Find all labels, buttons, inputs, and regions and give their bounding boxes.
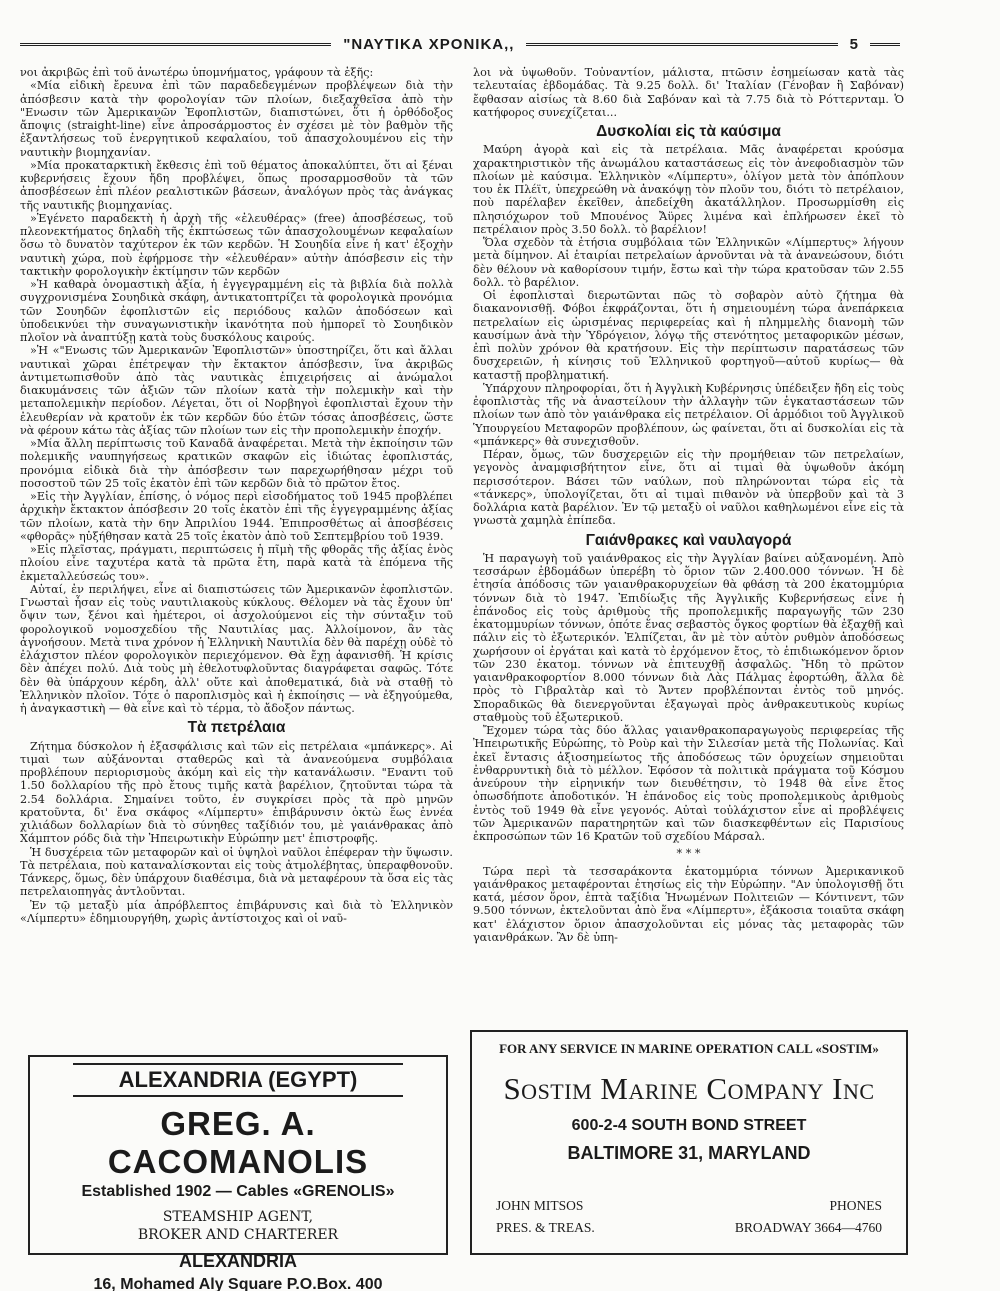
ad-contact-title: PRES. & TREAS. bbox=[496, 1220, 595, 1235]
ad-city: BALTIMORE 31, MARYLAND bbox=[567, 1143, 811, 1163]
ad-company-name: GREG. A. CACOMANOLIS bbox=[107, 1105, 369, 1180]
article-paragraph: »Εἰς πλεῖστας, πράγματι, περιπτώσεις ἡ πῖμὴ τῆς φθορᾶς τῆς ἀξίας ἑνὸς πλοίου εἶνε ταχυτέρα κατὰ τὰ πρῶτα ἔτη, παρὰ κατὰ τὰ ἑπόμενα τῆς ἐκμεταλλεύσεώς του». bbox=[20, 543, 453, 583]
left-column bbox=[20, 66, 453, 1038]
article-paragraph: Ζήτημα δύσκολον ἡ ἐξασφάλισις καὶ τῶν εἰς πετρέλαια «μπάνκερς». Αἱ τιμαὶ των αὐξάνονται σταθερῶς καὶ τὰ ἀνανεούμενα συμβόλαια προβλέπουν περιορισμοὺς ἀκόμη καὶ εἰς τὴν κατανάλωσιν. "Εναντι τοῦ 1.50 δολλαρίου τῆς πρὸ ἔτους τιμῆς κατὰ βαρέλιον, ζητοῦνται τώρα τὰ 2.54 δολλάρια. Σημαίνει τοῦτο, ἐν συγκρίσει πρὸς τὰ πρὸ μηνῶν κρατοῦντα, δι' ἕνα σκάφος «Λίμπερτυ» ἐπιβάρυνσιν ὀκτὼ ἕως ἐννέα χιλιάδων δολλαρίων διὰ τὸ σύνηθες ταξίδιόν του, μὲ γαιάνθρακας ἀπὸ Χάμπτον ρόδς διὰ τὴν Ἠπειρωτικὴν Εὐρώπην μετ' ἐπιστροφῆς. bbox=[20, 739, 453, 846]
ad-phones-value: BROADWAY 3664—4760 bbox=[734, 1220, 882, 1235]
ad-city: ALEXANDRIA bbox=[178, 1251, 297, 1271]
article-paragraph: »Ἐγένετο παραδεκτὴ ἡ ἀρχὴ τῆς «ἐλευθέρας» (free) ἀποσβέσεως, τοῦ πλεονεκτήματος δηλαδὴ τῆς ἐκπτώσεως τῶν ἀπασχολουμένων κεφαλαίων ὅσω τὸ δυνατὸν ταχύτερον ἐκ τῶν κερδῶν. Ἡ Σουηδία εἶνε ἡ κατ' ἐξοχὴν ναυτικὴ χώρα, ποὺ ἐφήρμοσε τὴν «ἐλευθέραν» αὐτὴν ἀπόσβεσιν εἰς τὴν τακτικὴν φορολογικὴν ἐκτίμησιν τῶν κερδῶν bbox=[20, 211, 453, 278]
article-paragraph: νοι ἀκριβῶς ἐπὶ τοῦ ἀνωτέρω ὑπομνήματος, γράφουν τὰ ἑξῆς: bbox=[20, 66, 374, 79]
article-paragraph: Ἡ παραγωγὴ τοῦ γαιάνθρακος εἰς τὴν Ἀγγλίαν βαίνει αὐξανομένη. Ἀπὸ τεσσάρων ἑβδομάδων ὑπερέβη τὸ ὅριον τῶν 2.400.000 τόννων. Ἡ δὲ ἐτησία ἀπόδοσις τῶν γαιανθρακορυχείων θὰ φθάσῃ τὰ 200 ἑκατομμύρια τόννων διὰ τὸ 1947. Ἐπιδίωξις τῆς Ἀγγλικῆς Κυβερνήσεως εἶνε ἡ ἐπάνοδος εἰς τοὺς ἀριθμοὺς τῆς προπολεμικῆς παραγωγῆς τῶν 230 ἑκατομμυρίων τόννων, ὁπότε ἕνας σεβαστὸς ὄγκος φορτίων θὰ ἐξαχθῇ καὶ πάλιν εἰς τὸ ἐξωτερικόν. Ἐλπίζεται, ἂν μὲ τὸν αὐτὸν ρυθμὸν ἀποδόσεως χωρήσουν οἱ ἐργάται καὶ κατὰ τὸ ἐρχόμενον ἔτος, τὸ ἐπιδιωκόμενον ὅριον τῶν 230 ἑκατομ. τόννων νὰ ἐπιτευχθῇ ἀσφαλῶς. Ἤδη τὸ πρῶτον γαιανθρακοφορτίον 8.000 τόννων διὰ Λὰς Πάλμας ἐφορτώθη, ἄλλα δὲ πρὸς τὸ Γιβραλτὰρ καὶ τὸ Ἄντεν προβλέπονται ἐντὸς τοῦ μηνός. Σποραδικῶς θὰ διενεργοῦνται ἐξαγωγαὶ πρὸς ἀνθρακευτικοὺς κυρίως σταθμοὺς τοῦ ἐξωτερικοῦ. bbox=[473, 551, 904, 724]
page-number: 5 bbox=[849, 35, 859, 53]
article-paragraph: Πέραν, ὅμως, τῶν δυσχερειῶν εἰς τὴν προμήθειαν τῶν πετρελαίων, γεγονὸς ἀναμφισβήτητον εἶνε, ὅτι αἱ τιμαὶ θὰ ὑψωθοῦν ἀκόμη περισσότερον. Βάσει τῶν ναύλων, ποὺ πληρώνονται τώρα εἰς τὰ «τάνκερς», ὑπολογίζεται, ὅτι αἱ τιμαὶ πιθανὸν νὰ ὑπερβοῦν καὶ τὰ 3 δολλάρια κατὰ βαρέλιον. Ἐν τῷ μεταξὺ οἱ ναῦλοι καθηλωμένοι εἶνε εἰς τὰ γνωστὰ χαμηλὰ ἐπίπεδα. bbox=[473, 448, 904, 528]
ad-contacts bbox=[496, 1195, 882, 1239]
section-separator: * * * bbox=[676, 847, 701, 861]
section-heading-fuel: Δυσκολίαι εἰς τὰ καύσιμα bbox=[596, 123, 781, 140]
article-paragraph: «Μία εἰδικὴ ἔρευνα ἐπὶ τῶν παραδεδεγμένων προβλέψεων διὰ τὴν ἀπόσβεσιν κατὰ τὴν φορολογίαν τῶν πλοίων, διεξαχθεῖσα ἀπὸ τὴν "Ενωσιν τῶν Ἀμερικανῶν Ἐφοπλιστῶν, διαπιστώνει, ὅτι ἡ ὀρθόδοξος ἄποψις (straight-line) εἶνε ἀπροσάρμοστος ἐν σχέσει μὲ τὸν βαθμὸν τῆς ἐξαντλήσεως τοῦ ἐνεργητικοῦ κεφαλαίου, τοῦ ἀπασχολουμένου εἰς τὴν ναυτικὴν βιομηχανίαν. bbox=[20, 79, 453, 159]
article-paragraph: »Ἡ καθαρὰ ὀνομαστικὴ ἀξία, ἡ ἐγγεγραμμένη εἰς τὰ βιβλία διὰ πολλὰ συγχρονισμένα Σουηδικὰ σκάφη, ἀντικατοπτρίζει τὰ φορολογικὰ προνόμια τῶν Σουηδῶν ἐφοπλιστῶν εἰς περιόδους καλῶν ἀποδόσεων καὶ ὑποδεικνύει τὴν συναγωνιστικὴν ἱκανότητα ποὺ ἠμπορεῖ τὸ Σουηδικὸν πλοῖον νὰ ἀναπτύξῃ κατὰ τοὺς δυσκόλους καιρούς. bbox=[20, 278, 453, 344]
article-paragraph: λοι νὰ ὑψωθοῦν. Τοὐναντίον, μάλιστα, πτῶσιν ἐσημείωσαν κατὰ τὰς τελευταίας ἑβδομάδας. Τὰ 9.25 δολλ. δι' Ἰταλίαν (Γένοβαν ἢ Σαβόναν) ἔφθασαν αἰσίως τὰ 8.60 διὰ Σαβόναν καὶ τὰ 7.75 διὰ τὸ Ρόττερνταμ. Ὁ κατήφορος συνεχίζεται... bbox=[473, 66, 904, 119]
journal-title: "ΝΑΥΤΙΚΑ ΧΡΟΝΙΚΑ,, bbox=[343, 35, 515, 53]
article-paragraph: Αὐταί, ἐν περιλήψει, εἶνε αἱ διαπιστώσεις τῶν Ἀμερικανῶν ἐφοπλιστῶν. Γνωσταὶ ἦσαν εἰς τοὺς ναυτιλιακοὺς κύκλους. Θέλομεν νὰ τὰς ἔχουν ὑπ' ὄψιν των, ξένοι καὶ ἡμέτεροι, οἱ ἀσχολούμενοι εἰς τὴν σύνταξιν τοῦ φορολογικοῦ νομοσχεδίου τῆς Ναυτιλίας μας. Ἀλλοίμονον, ἂν τὰς ἀγνοήσουν. Μετὰ τινα χρόνον ἡ Ἑλληνικὴ Ναυτιλία δὲν θὰ παρέχῃ οὐδὲ τὸ ἐλάχιστον πλέον φορολογικὸν περιεχόμενον. Θὰ ἔχῃ ἀφανισθῆ. Ἡ κρίσις δὲν ἀπέχει πολύ. Διὰ τοὺς μὴ ἐθελοτυφλοῦντας διαγράφεται σαφῶς. Τότε δὲν θὰ ὑπάρχουν κέρδη, ἀλλ' οὔτε καὶ ἀποθεματικά, διὰ νὰ σταθῇ τὸ Ἑλληνικὸν πλοῖον. Τότε ὁ παροπλισμὸς καὶ ἡ ἐκποίησις — νὰ ἐξηγούμεθα, ἡ ἀναγκαστικὴ — θὰ εἶνε καὶ τὸ τέρμα, τὸ ἄδοξον πάντως. bbox=[20, 582, 453, 715]
ad-contact-name: JOHN MITSOS bbox=[496, 1198, 584, 1213]
ad-street: 600-2-4 SOUTH BOND STREET bbox=[571, 1117, 807, 1134]
section-heading-coal: Γαιάνθρακες καὶ ναυλαγορά bbox=[585, 531, 792, 549]
article-paragraph: Ἡ δυσχέρεια τῶν μεταφορῶν καὶ οἱ ὑψηλοὶ ναῦλοι ἐπέφεραν τὴν ὕψωσιν. Τὰ πετρέλαια, ποὺ καταναλίσκονται εἰς τοὺς ἀτμολέβητας, ὑπεραφθονοῦν. Τάνκερς, ὅμως, δὲν ὑπάρχουν διαθέσιμα, διὰ νὰ μεταφέρουν τὰ ὅσα εἰς τὰς πετρελαιοπηγὰς ἀντλοῦνται. bbox=[20, 845, 453, 899]
article-paragraph: Τώρα περὶ τὰ τεσσαράκοντα ἑκατομμύρια τόννων Ἀμερικανικοῦ γαιάνθρακος μεταφέρονται ἐτησίως εἰς τὴν Εὐρώπην. "Αν ὑπολογισθῇ ὅτι κατά, μέσον ὅρον, ἑπτὰ ταξίδια Ἡνωμένων Πολιτειῶν — Κόντινεντ, τῶν 9.500 τόννων, ἐκτελοῦνται ἀπὸ ἕνα «Λίμπερτυ», ἐξάκοσια τοιαῦτα σκάφη κατ' ἐλάχιστον ὅριον ἀπασχολοῦνται εἰς μόνας τὰς μεταφορὰς τῶν γαιανθράκων. Ἂν δὲ ὑπη- bbox=[473, 864, 904, 944]
article-paragraph: »Ἡ «"Ενωσις τῶν Ἀμερικανῶν Ἐφοπλιστῶν» ὑποστηρίζει, ὅτι καὶ ἄλλαι ναυτικαὶ χῶραι ἐπέτρεψαν τὴν ἔκτακτον ἀπόσβεσιν, ἵνα ἀκριβῶς ἀντιμετωπισθοῦν ἀπὸ τὰς ναυτικὰς ἐπιχειρήσεις αἱ ἀνώμαλοι διακυμάνσεις τῶν ἀξιῶν τῶν πλοίων κατὰ τὴν πολεμικὴν καὶ τὴν μεταπολεμικὴν περίοδον. Λέγεται, ὅτι οἱ Νορβηγοὶ ἐφοπλισταὶ ἔχουν τὴν ἐλευθερίαν νὰ κρατοῦν ἐκ τῶν κερδῶν δύο ἐτῶν τόσας ἀποσβέσεις, ὥστε νὰ φέρουν κάτω τὰς ἀξίας τῶν πλοίων των εἰς τὴν προπολεμικὴν ἐποχήν. bbox=[20, 344, 453, 437]
ad-phones-label: PHONES bbox=[829, 1198, 882, 1213]
ad-phone-block bbox=[735, 1195, 882, 1239]
article-paragraph: Οἱ ἐφοπλισταὶ διερωτῶνται πῶς τὸ σοβαρὸν αὐτὸ ζήτημα θὰ διακανονισθῇ. Φόβοι ἐκφράζονται, ὅτι ἡ σημειουμένη τώρα ἀνεπάρκεια πετρελαίων εἰς ὡρισμένας περιφερείας καὶ ἡ πλημμελὴς διανομὴ τῶν καυσίμων ἀνὰ τὴν Ὑδρόγειον, λόγῳ τῆς στενότητος μεταφορικῶν μέσων, ἐπὶ πολὺν χρόνον θὰ κρατήσουν. Εἰς τὴν περίπτωσιν παρατάσεως τῶν δυσχερειῶν, ἡ κίνησις τοῦ Ἑλληνικοῦ φορτηγοῦ—αὐτοῦ κυρίως— θὰ καταστῇ προβληματική. bbox=[473, 289, 904, 382]
section-heading-oil: Τὰ πετρέλαια bbox=[187, 719, 286, 737]
header-rule-right bbox=[870, 43, 900, 46]
article-paragraph: Ἔχομεν τώρα τὰς δύο ἄλλας γαιανθρακοπαραγωγοὺς περιφερείας τῆς Ἠπειρωτικῆς Εὐρώπης, τὸ Ροὺρ καὶ τὴν Σιλεσίαν μετὰ τῆς Πολωνίας. Καὶ ἐκεῖ ἔντασις ἀξιοσημείωτος τῆς ἀποδόσεως τῶν ὀρυχείων σημειοῦται ἐνθαρρυντικὴ διὰ τὸ μέλλον. Ἐφόσον τὰ πολιτικὰ πράγματα τοῦ Κόσμου ἀνεύρουν τὴν εἰρηνικήν των διευθέτησιν, τὸ 1948 θὰ εἶνε ἔτος ὁπωσδήποτε ἀποδοτικόν. Ἡ ἐπάνοδος εἰς τοὺς προπολεμικοὺς ἀριθμοὺς ἐντὸς τοῦ 1949 θὰ εἶνε γεγονός. Αὐταὶ τοὐλάχιστον εἶνε αἱ προβλέψεις τῶν Ἀμερικανῶν παρατηρητῶν καὶ τῶν διασκεφθέντων εἰς Παρισίους ἐκπροσώπων τῶν 16 Κρατῶν τοῦ σχεδίου Μάρσαλ. bbox=[473, 724, 904, 843]
ad-established-line: Established 1902 — Cables «GRENOLIS» bbox=[81, 1183, 395, 1200]
ad-role-line: BROKER AND CHARTERER bbox=[137, 1227, 339, 1243]
ad-call-line: FOR ANY SERVICE IN MARINE OPERATION CALL «SOSTIM» bbox=[499, 1041, 879, 1056]
article-paragraph: Μαύρη ἀγορὰ καὶ εἰς τὰ πετρέλαια. Μᾶς ἀναφέρεται κρούσμα χαρακτηριστικὸν τῆς ἀνωμάλου καταστάσεως εἰς τὸν ἀνεφοδιασμὸν τῶν πλοίων μὲ καύσιμα. Ἑλληνικὸν «Λίμπερτυ», ὀλίγον μετὰ τὸν ἀπόπλουν του ἐκ Πλέϊτ, ὑπεχρεώθη νὰ ἀνακόψῃ τὸν πλοῦν του, διότι τὸ πετρέλαιον, ποὺ παρέλαβεν ἐκεῖθεν, ἀπεδείχθη ἀκατάλληλον. Προσωρμίσθη εἰς πλησιόχωρον τοῦ Μπουένος Ἄϋρες λιμένα καὶ ἐπλήρωσεν ἐκεῖ τὸ πετρέλαιον πρὸς 3.50 δολλ. τὸ βαρέλιον! bbox=[473, 143, 904, 236]
article-paragraph: Ὑπάρχουν πληροφορίαι, ὅτι ἡ Ἀγγλικὴ Κυβέρνησις ὑπέδειξεν ἤδη εἰς τοὺς ἐφοπλιστὰς τῆς νὰ ἀναστείλουν τὴν ἀλλαγὴν τῶν ἐγκαταστάσεων τῶν πλοίων των ἀπὸ τὸν γαιάνθρακα εἰς πετρέλαιον. Οἱ ἁρμόδιοι τοῦ Ἀγγλικοῦ Ὑπουργείου Μεταφορῶν προβλέπουν, ὡς φαίνεται, ὅτι αἱ δυσκολίαι εἰς τὰ «μπάνκερς» θὰ συνεχισθοῦν. bbox=[473, 381, 904, 448]
ad-contact-block bbox=[496, 1195, 595, 1239]
header-rule-middle bbox=[526, 43, 837, 46]
ad-company-name: Sostim Marine Company Inc bbox=[503, 1071, 875, 1106]
article-paragraph: »Μία ἄλλη περίπτωσις τοῦ Καναδᾶ ἀναφέρεται. Μετὰ τὴν ἐκποίησιν τῶν πολεμικῆς ναυπηγήσεως κρατικῶν σκαφῶν εἰς ἰδιώτας ἐφοπλιστάς, προνόμια εἰδικὰ διὰ τὴν ἀπόσβεσιν των παρεχωρήθησαν μέχρι τοῦ ποσοστοῦ τῶν 25 τοῖς ἑκατὸν ἐπὶ τῶν κερδῶν διὰ τὸ πρῶτον ἔτος. bbox=[20, 437, 453, 490]
advertisement-cacomanolis bbox=[28, 1055, 448, 1291]
article-paragraph: Ὅλα σχεδὸν τὰ ἐτήσια συμβόλαια τῶν Ἑλληνικῶν «Λίμπερτυς» λήγουν μετὰ δίμηνον. Αἱ ἑταιρίαι πετρελαίων ἀρνοῦνται νὰ τὰ ἀνανεώσουν, διότι δὲν θέλουν νὰ καθορίσουν τιμήν, ἔστω καὶ τὴν τώρα κρατοῦσαν τῶν 2.55 δολλ. τὸ βαρέλιον. bbox=[473, 236, 904, 289]
header-rule-left bbox=[20, 43, 331, 46]
article-paragraph: Ἐν τῷ μεταξὺ μία ἀπρόβλεπτος ἐπιβάρυνσις καὶ διὰ τὸ Ἑλληνικὸν «Λίμπερτυ» ἐδημιουργήθη, χωρὶς ἀντίστοιχος καὶ οἱ ναῦ- bbox=[20, 898, 453, 925]
article-paragraph: »Μία προκαταρκτικὴ ἔκθεσις ἐπὶ τοῦ θέματος ἀποκαλύπτει, ὅτι αἱ ξέναι κυβερνήσεις ἔχουν ἤδη προβλέψει, ὅπως προσαρμοσθοῦν τὰ τῶν ἀποσβέσεων ἐπὶ πλέον ρεαλιστικῶν βάσεων, ἀναλόγων πρὸς τὰς ἀνάγκας τῆς ναυτικῆς βιομηχανίας. bbox=[20, 158, 453, 212]
right-column bbox=[473, 66, 904, 1028]
ad-location-banner: ALEXANDRIA (EGYPT) bbox=[73, 1063, 403, 1097]
article-paragraph: »Εἰς τὴν Ἀγγλίαν, ἐπίσης, ὁ νόμος περὶ εἰσοδήματος τοῦ 1945 προβλέπει ἀρχικὴν ἔκτακτον ἀπόσβεσιν 20 τοῖς ἑκατὸν ἐπὶ τῆς ἐγγεγραμμένης ἀξίας τῶν πλοίων, κατὰ τὴν 6ην Ἀπριλίου 1944. Ἐπιπροσθέτως αἱ ἀποσβέσεις «φθορᾶς» ηὐξήθησαν κατὰ 25 τοῖς ἑκατὸν ἀπὸ τοῦ Σεπτεμβρίου τοῦ 1939. bbox=[20, 490, 453, 543]
advertisement-sostim bbox=[470, 1030, 908, 1255]
ad-role-line: STEAMSHIP AGENT, bbox=[162, 1209, 314, 1225]
ad-address: 16, Mohamed Aly Square P.O.Box. 400 bbox=[93, 1276, 383, 1291]
page-header bbox=[20, 34, 900, 54]
